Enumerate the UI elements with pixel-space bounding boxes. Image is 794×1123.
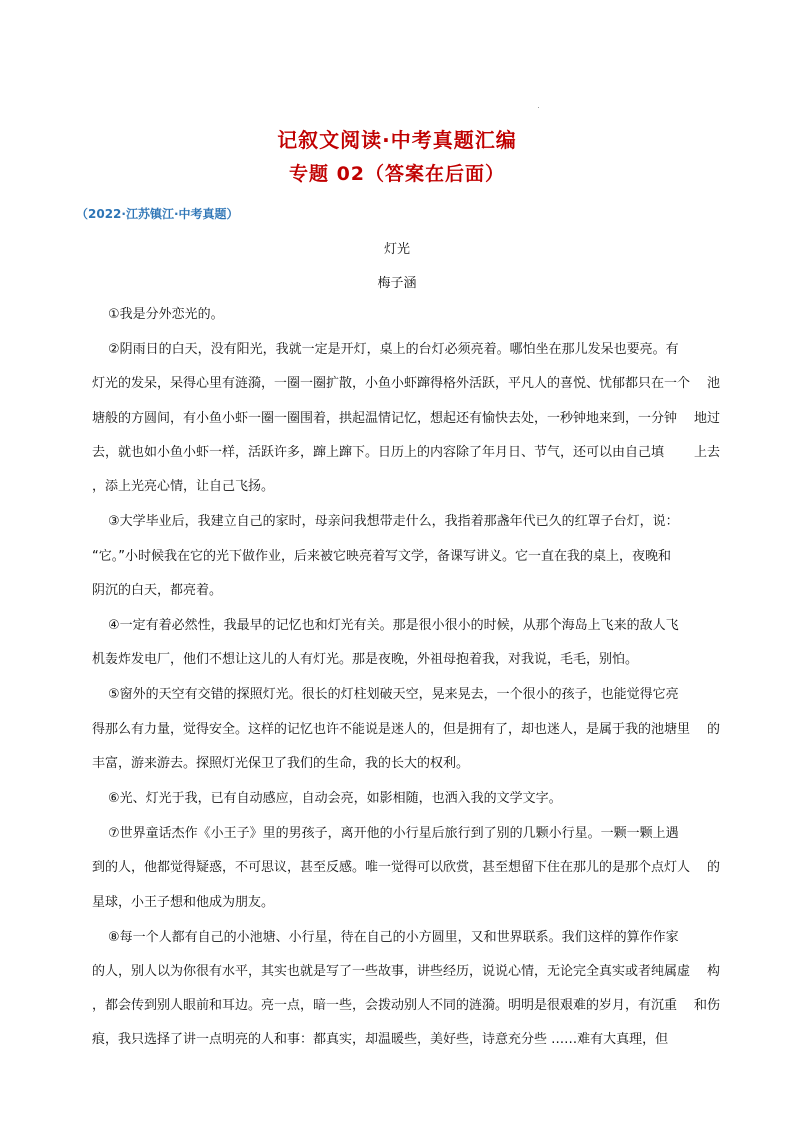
essay-line-text: ⑤窗外的天空有交错的探照灯光。很长的灯柱划破天空，晃来晃去，一个很小的孩子，也能觉得它亮 <box>108 687 679 702</box>
question-source: （2022·江苏镇江·中考真题） <box>76 207 239 221</box>
essay-line-text: 的人，别人以为你很有水平，其实也就是写了一些故事，讲些经历，说说心情，无论完全真实或者纯属虚 <box>92 964 691 979</box>
essay-line <box>92 540 720 575</box>
essay-line <box>92 436 720 471</box>
essay-line <box>108 817 720 852</box>
essay-line <box>92 643 720 678</box>
essay-line <box>108 505 720 540</box>
essay-line-text: 阴沉的白天，都亮着。 <box>92 583 223 598</box>
essay-line <box>108 678 720 713</box>
essay-line <box>92 747 720 782</box>
essay-line-text: 塘般的方圆间，有小鱼小虾一圈一圈围着，拱起温情记忆，想起还有愉快去处，一秒钟地来到，一分钟 <box>92 411 678 426</box>
essay-line-tail: 地过 <box>693 411 720 426</box>
essay-line <box>92 886 720 921</box>
essay-line <box>92 470 720 505</box>
essay-line-text: ⑦世界童话杰作《小王子》里的男孩子，离开他的小行星后旅行到了别的几颗小行星。一颗一颗上遇 <box>108 826 679 841</box>
essay-line-text: 痕，我只选择了讲一点明亮的人和事：都真实，却温暖些，美好些，诗意充分些 ……难有大真理，但 <box>92 1032 669 1047</box>
essay-line <box>92 1023 720 1058</box>
essay-line-text: 丰富，游来游去。探照灯光保卫了我们的生命，我的长大的权利。 <box>92 756 470 771</box>
essay-line-text: 到的人，他都觉得疑惑，不可思议，甚至反感。唯一觉得可以欣赏，甚至想留下住在那儿的是那个点灯人 <box>92 860 691 875</box>
essay-line <box>92 989 720 1024</box>
essay-line <box>92 402 720 437</box>
essay-line-tail: 上去 <box>693 445 720 460</box>
essay-line-tail: 池 <box>706 376 720 391</box>
essay-line-text: ⑥光、灯光于我，已有自动感应，自动会亮，如影相随，也洒入我的文学文字。 <box>108 791 562 806</box>
essay-line-tail: 和伤 <box>693 998 720 1013</box>
essay-line <box>92 955 720 990</box>
essay-line-text: 得那么有力量，觉得安全。这样的记忆也许不能说是迷人的，但是拥有了，却也迷人，是属于我的池塘里 <box>92 722 691 737</box>
document-subtitle: 专题 02（答案在后面） <box>288 163 506 185</box>
essay-line-text: ，都会传到别人眼前和耳边。亮一点，暗一些，会拨动别人不同的涟漪。明明是很艰难的岁月，有沉重 <box>92 998 678 1013</box>
essay-line <box>108 609 720 644</box>
essay-line-text: 星球，小王子想和他成为朋友。 <box>92 895 275 910</box>
essay-line-text: ，添上光亮心情，让自己飞扬。 <box>92 479 275 494</box>
essay-line-text: ⑧每一个人都有自己的小池塘、小行星，待在自己的小方圆里，又和世界联系。我们这样的算作作家 <box>108 930 679 945</box>
essay-line <box>92 851 720 886</box>
document-title: 记叙文阅读·中考真题汇编 <box>277 128 517 152</box>
essay-line <box>108 921 720 956</box>
essay-line <box>108 782 720 817</box>
essay-line-text: ③大学毕业后，我建立自己的家时，母亲问我想带走什么，我指着那盏年代已久的红罩子台灯，说： <box>108 514 679 529</box>
essay-line-text: ④一定有着必然性，我最早的记忆也和灯光有关。那是很小很小的时候，从那个海岛上飞来的敌人飞 <box>108 618 679 633</box>
essay-line-tail: 的 <box>706 860 720 875</box>
essay-line <box>92 713 720 748</box>
essay-line-text: ①我是分外恋光的。 <box>108 307 224 322</box>
essay-line-text: ②阴雨日的白天，没有阳光，我就一定是开灯，桌上的台灯必须亮着。哪怕坐在那儿发呆也要亮。有 <box>108 342 679 357</box>
essay-author: 梅子涵 <box>377 276 417 291</box>
essay-line-text: 机轰炸发电厂，他们不想让这儿的人有灯光。那是夜晚，外祖母抱着我，对我说，毛毛，别怕。 <box>92 652 639 667</box>
essay-line <box>108 333 720 368</box>
essay-line <box>108 298 720 333</box>
essay-line <box>92 574 720 609</box>
essay-line-tail: 的 <box>706 722 720 737</box>
essay-line-text: “它。”小时候我在它的光下做作业，后来被它映亮着写文学，备课写讲义。它一直在我的桌上，夜晚和 <box>92 549 671 564</box>
scan-speck <box>538 107 539 108</box>
essay-line-text: 去，就也如小鱼小虾一样，活跃许多，蹿上蹿下。日历上的内容除了年月日、节气，还可以由自己填 <box>92 445 665 460</box>
essay-title: 灯光 <box>383 242 410 257</box>
essay-line-text: 灯光的发呆，呆得心里有涟漪，一圈一圈扩散，小鱼小虾蹿得格外活跃，平凡人的喜悦、忧郁都只在一个 <box>92 376 691 391</box>
essay-line-tail: 构 <box>706 964 720 979</box>
essay-line <box>92 367 720 402</box>
